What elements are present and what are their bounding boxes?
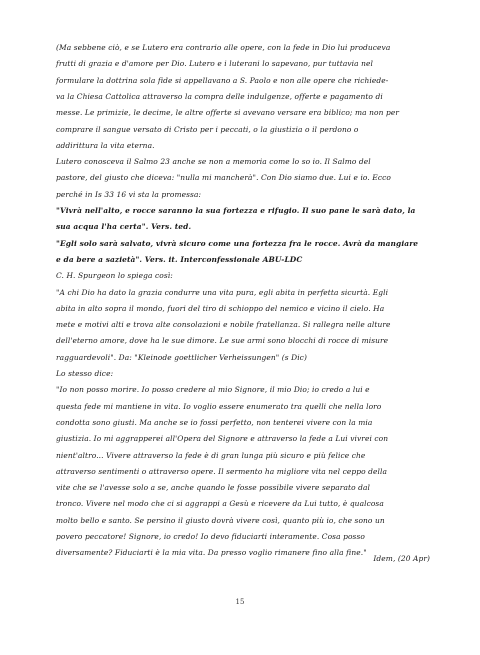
text-line: nient'altro... Vivere attraverso la fede è di gran lunga più sicuro e più felice che bbox=[56, 450, 366, 460]
text-line: condotta sono giusti. Ma anche se io fossi perfetto, non tenterei vivere con la mia bbox=[56, 417, 373, 427]
text-line: ragguardevoli". Da: "Kleinode goettlicher Verheissungen" (s Dic) bbox=[56, 352, 307, 362]
text-line: "Io non posso morire. Io posso credere al mio Signore, il mio Dio; io credo a lui e bbox=[56, 385, 370, 395]
text-line: abita in alto sopra il mondo, fuori del tiro di schioppo del nemico e vicino il cielo. Ha bbox=[56, 303, 385, 313]
text-line: molto bello e santo. Se persino il giusto dovrà vivere così, quanto più io, che sono un bbox=[56, 515, 385, 525]
text-line: va la Chiesa Cattolica attraverso la compra delle indulgenze, offerte e pagamento di bbox=[56, 91, 383, 101]
text-line: Lo stesso dice: bbox=[56, 369, 114, 378]
text-line: giustizia. Io mi aggrapperei all'Opera del Signore e attraverso la fede a Lui vivrei con bbox=[56, 434, 389, 444]
text-line: C. H. Spurgeon lo spiega così: bbox=[56, 271, 173, 281]
text-line: vite che se l'avesse solo a se, anche quando le fosse possibile vivere separato dal bbox=[56, 483, 371, 493]
text-line: tronco. Vivere nel modo che ci si aggrappi a Gesù e ricevere da Lui tutto, è qualcosa bbox=[56, 499, 384, 509]
text-line: e da bere a sazietà". Vers. it. Interconfessionale ABU-LDC bbox=[56, 254, 303, 264]
text-line: formulare la dottrina sola fide si appellavano a S. Paolo e non alle opere che richiede- bbox=[56, 75, 389, 85]
text-line: Lutero conosceva il Salmo 23 anche se non a memoria come lo so io. Il Salmo del bbox=[56, 157, 371, 167]
text-line: addirittura la vita eterna. bbox=[56, 140, 155, 150]
text-line: "A chi Dio ha dato la grazia condurre una vita pura, egli abita in perfetta sicurtà. Egli bbox=[56, 287, 389, 297]
text-line: "Egli solo sarà salvato, vivrà sicuro come una fortezza fra le rocce. Avrà da mangiare bbox=[56, 238, 419, 248]
text-line: pastore, del giusto che diceva: "nulla mi mancherà". Con Dio siamo due. Lui e io. Ecco bbox=[56, 173, 391, 183]
text-line: "Vivrà nell'alto, e rocce saranno la sua fortezza e rifugio. Il suo pane le sarà dato, la bbox=[56, 206, 416, 215]
text-line: messe. Le primizie, le decime, le altre offerte si avevano versare era biblico; ma non per bbox=[56, 108, 399, 118]
text-line: dell'eterno amore, dove ha le sue dimore. Le sue armi sono blocchi di rocce di misure bbox=[56, 336, 389, 346]
text-line: frutti di grazia e d'amore per Dio. Lutero e i luterani lo sapevano, pur tuttavia nel bbox=[56, 59, 374, 69]
text-line: perché in Is 33 16 vi sta la promessa: bbox=[56, 189, 202, 199]
text-line: diversamente? Fiduciarti è la mia vita. Da presso voglio rimanere fino alla fine." bbox=[56, 548, 367, 558]
text-line: questa fede mi mantiene in vita. Io voglio essere enumerato tra quelli che nella loro bbox=[56, 401, 382, 411]
text-line: attraverso sentimenti o attraverso opere. Il sermento ha migliore vita nel ceppo della bbox=[56, 466, 388, 476]
text-line: sua acqua l'ha certa". Vers. ted. bbox=[56, 222, 192, 232]
text-line: (Ma sebbene ciò, e se Lutero era contrario alle opere, con la fede in Dio lui produceva bbox=[56, 43, 391, 52]
page-number: 15 bbox=[235, 598, 245, 606]
text-line: povero peccatore! Signore, io credo! Io devo fiduciarti interamente. Cosa posso bbox=[56, 532, 365, 541]
text-line: comprare il sangue versato di Cristo per i peccati, o la giustizia o il perdono o bbox=[56, 124, 359, 134]
signature-line: Idem, (20 Apr) bbox=[373, 554, 430, 563]
text-line: mete e motivi alti e trova alte consolazioni e nobile fratellanza. Si rallegra nelle alture bbox=[56, 320, 391, 330]
